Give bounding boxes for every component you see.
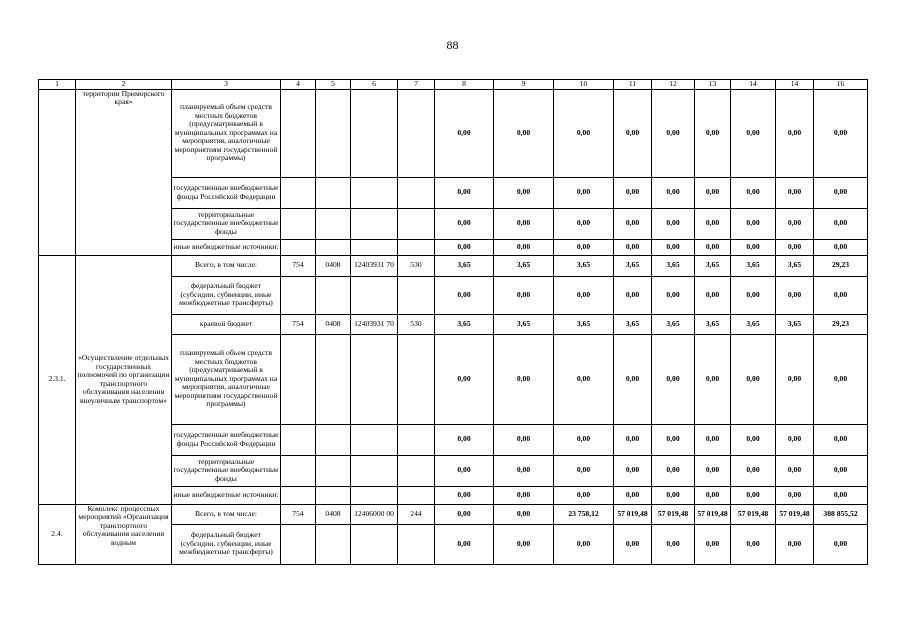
code-cell-c4 xyxy=(281,424,316,455)
value-cell: 3,65 xyxy=(554,255,614,276)
header-cell: 12 xyxy=(652,80,695,90)
value-cell: 0,00 xyxy=(814,239,868,255)
value-cell: 0,00 xyxy=(435,177,494,208)
header-cell: 13 xyxy=(695,80,731,90)
funding-source: государственные внебюджетные фонды Российской Федерации xyxy=(172,424,281,455)
code-cell-c5 xyxy=(316,239,351,255)
value-cell: 0,00 xyxy=(695,334,731,424)
value-cell: 3,65 xyxy=(776,255,814,276)
page-number: 88 xyxy=(446,38,459,52)
code-cell-c5: 0408 xyxy=(316,314,351,334)
value-cell: 0,00 xyxy=(435,455,494,486)
value-cell: 0,00 xyxy=(554,524,614,564)
value-cell: 0,00 xyxy=(731,89,776,177)
code-cell-c4: 754 xyxy=(281,504,316,524)
code-cell-c7 xyxy=(398,276,435,314)
value-cell: 0,00 xyxy=(554,334,614,424)
value-cell: 0,00 xyxy=(776,177,814,208)
value-cell: 0,00 xyxy=(695,177,731,208)
header-cell: 7 xyxy=(398,80,435,90)
value-cell: 29,23 xyxy=(814,255,868,276)
code-cell-c5: 0408 xyxy=(316,255,351,276)
section-name: «Осуществление отдельных государственных полномочий по организации транспортного обслуживания населения внеуличным транспортом» xyxy=(76,255,172,504)
funding-source: территориальные государственные внебюджетные фонды xyxy=(172,208,281,239)
value-cell: 0,00 xyxy=(695,208,731,239)
header-cell: 3 xyxy=(172,80,281,90)
code-cell-c5 xyxy=(316,486,351,504)
value-cell: 57 019,48 xyxy=(776,504,814,524)
header-cell: 11 xyxy=(614,80,652,90)
value-cell: 308 855,52 xyxy=(814,504,868,524)
code-cell-c5: 0408 xyxy=(316,504,351,524)
value-cell: 0,00 xyxy=(776,455,814,486)
code-cell-c4 xyxy=(281,334,316,424)
code-cell-c6 xyxy=(351,276,398,314)
value-cell: 0,00 xyxy=(614,424,652,455)
funding-source: федеральный бюджет (субсидии, субвенции, иные межбюджетные трансферты) xyxy=(172,276,281,314)
value-cell: 0,00 xyxy=(731,239,776,255)
value-cell: 0,00 xyxy=(652,177,695,208)
code-cell-c6 xyxy=(351,239,398,255)
value-cell: 3,65 xyxy=(494,255,554,276)
value-cell: 0,00 xyxy=(695,455,731,486)
header-cell: 14 xyxy=(731,80,776,90)
code-cell-c7 xyxy=(398,177,435,208)
value-cell: 0,00 xyxy=(652,239,695,255)
table-row xyxy=(39,89,868,177)
value-cell: 0,00 xyxy=(731,424,776,455)
header-row xyxy=(39,80,868,90)
table-row xyxy=(39,255,868,276)
value-cell: 0,00 xyxy=(554,276,614,314)
value-cell: 0,00 xyxy=(652,276,695,314)
code-cell-c6: 12406000 00 xyxy=(351,504,398,524)
header-cell: 2 xyxy=(76,80,172,90)
value-cell: 0,00 xyxy=(695,89,731,177)
code-cell-c7 xyxy=(398,524,435,564)
code-cell-c5 xyxy=(316,177,351,208)
value-cell: 0,00 xyxy=(652,89,695,177)
code-cell-c4 xyxy=(281,486,316,504)
funding-source: Всего, в том числе: xyxy=(172,255,281,276)
value-cell: 0,00 xyxy=(695,486,731,504)
header-cell: 1 xyxy=(39,80,76,90)
code-cell-c7 xyxy=(398,334,435,424)
value-cell: 0,00 xyxy=(494,455,554,486)
value-cell: 0,00 xyxy=(731,177,776,208)
value-cell: 0,00 xyxy=(435,208,494,239)
header-cell: 16 xyxy=(814,80,868,90)
table-row xyxy=(39,504,868,524)
value-cell: 3,65 xyxy=(494,314,554,334)
value-cell: 3,65 xyxy=(554,314,614,334)
value-cell: 3,65 xyxy=(614,255,652,276)
funding-source: государственные внебюджетные фонды Российской Федерации xyxy=(172,177,281,208)
value-cell: 0,00 xyxy=(731,486,776,504)
value-cell: 3,65 xyxy=(695,314,731,334)
value-cell: 0,00 xyxy=(652,455,695,486)
code-cell-c7: 530 xyxy=(398,255,435,276)
value-cell: 0,00 xyxy=(614,208,652,239)
value-cell: 0,00 xyxy=(435,524,494,564)
value-cell: 0,00 xyxy=(614,89,652,177)
value-cell: 0,00 xyxy=(435,89,494,177)
value-cell: 3,65 xyxy=(776,314,814,334)
code-cell-c6 xyxy=(351,424,398,455)
code-cell-c4: 754 xyxy=(281,255,316,276)
value-cell: 3,65 xyxy=(652,314,695,334)
value-cell: 0,00 xyxy=(814,177,868,208)
code-cell-c4 xyxy=(281,524,316,564)
value-cell: 0,00 xyxy=(695,424,731,455)
value-cell: 0,00 xyxy=(435,486,494,504)
value-cell: 0,00 xyxy=(814,424,868,455)
value-cell: 0,00 xyxy=(494,208,554,239)
header-cell: 14 xyxy=(776,80,814,90)
funding-source: Всего, в том числе: xyxy=(172,504,281,524)
code-cell-c5 xyxy=(316,208,351,239)
value-cell: 3,65 xyxy=(435,255,494,276)
funding-source: федеральный бюджет (субсидии, субвенции, иные межбюджетные трансферты) xyxy=(172,524,281,564)
code-cell-c7 xyxy=(398,455,435,486)
value-cell: 0,00 xyxy=(814,455,868,486)
value-cell: 0,00 xyxy=(435,504,494,524)
value-cell: 0,00 xyxy=(614,177,652,208)
value-cell: 0,00 xyxy=(731,276,776,314)
value-cell: 0,00 xyxy=(614,524,652,564)
value-cell: 0,00 xyxy=(494,424,554,455)
value-cell: 0,00 xyxy=(814,89,868,177)
budget-table xyxy=(38,79,868,565)
value-cell: 57 019,48 xyxy=(695,504,731,524)
value-cell: 29,23 xyxy=(814,314,868,334)
code-cell-c4 xyxy=(281,455,316,486)
value-cell: 0,00 xyxy=(435,239,494,255)
value-cell: 3,65 xyxy=(614,314,652,334)
code-cell-c6 xyxy=(351,455,398,486)
code-cell-c6: 12403931 70 xyxy=(351,255,398,276)
value-cell: 0,00 xyxy=(652,424,695,455)
value-cell: 0,00 xyxy=(435,276,494,314)
code-cell-c7 xyxy=(398,208,435,239)
funding-source: иные внебюджетные источники: xyxy=(172,486,281,504)
value-cell: 3,65 xyxy=(731,314,776,334)
value-cell: 0,00 xyxy=(731,334,776,424)
value-cell: 0,00 xyxy=(776,524,814,564)
value-cell: 0,00 xyxy=(554,424,614,455)
value-cell: 0,00 xyxy=(554,486,614,504)
code-cell-c5 xyxy=(316,276,351,314)
code-cell-c6 xyxy=(351,524,398,564)
value-cell: 0,00 xyxy=(554,89,614,177)
value-cell: 0,00 xyxy=(652,208,695,239)
value-cell: 0,00 xyxy=(494,334,554,424)
value-cell: 0,00 xyxy=(494,486,554,504)
code-cell-c5 xyxy=(316,524,351,564)
value-cell: 0,00 xyxy=(494,504,554,524)
value-cell: 0,00 xyxy=(776,334,814,424)
funding-source: планируемый объем средств местных бюджетов (предусматриваемый в муниципальных программах на мероприятия, аналогичные мероприятиям государственной программы) xyxy=(172,334,281,424)
value-cell: 0,00 xyxy=(695,239,731,255)
code-cell-c5 xyxy=(316,89,351,177)
code-cell-c6 xyxy=(351,177,398,208)
header-cell: 10 xyxy=(554,80,614,90)
funding-source: краевой бюджет xyxy=(172,314,281,334)
code-cell-c7: 530 xyxy=(398,314,435,334)
code-cell-c7 xyxy=(398,89,435,177)
value-cell: 0,00 xyxy=(494,89,554,177)
funding-source: территориальные государственные внебюджетные фонды xyxy=(172,455,281,486)
code-cell-c4 xyxy=(281,239,316,255)
code-cell-c4 xyxy=(281,276,316,314)
value-cell: 0,00 xyxy=(814,486,868,504)
value-cell: 0,00 xyxy=(554,239,614,255)
code-cell-c6 xyxy=(351,486,398,504)
value-cell: 0,00 xyxy=(731,455,776,486)
code-cell-c7 xyxy=(398,424,435,455)
value-cell: 23 758,12 xyxy=(554,504,614,524)
value-cell: 3,65 xyxy=(435,314,494,334)
value-cell: 0,00 xyxy=(652,524,695,564)
section-number xyxy=(39,89,76,255)
header-cell: 8 xyxy=(435,80,494,90)
header-cell: 9 xyxy=(494,80,554,90)
funding-source: иные внебюджетные источники: xyxy=(172,239,281,255)
value-cell: 0,00 xyxy=(731,208,776,239)
value-cell: 0,00 xyxy=(776,486,814,504)
code-cell-c6 xyxy=(351,208,398,239)
value-cell: 0,00 xyxy=(614,276,652,314)
value-cell: 57 019,48 xyxy=(731,504,776,524)
value-cell: 57 019,48 xyxy=(652,504,695,524)
header-cell: 6 xyxy=(351,80,398,90)
value-cell: 0,00 xyxy=(554,455,614,486)
value-cell: 0,00 xyxy=(814,334,868,424)
code-cell-c4 xyxy=(281,208,316,239)
value-cell: 0,00 xyxy=(614,455,652,486)
value-cell: 0,00 xyxy=(776,424,814,455)
value-cell: 0,00 xyxy=(695,276,731,314)
value-cell: 0,00 xyxy=(494,524,554,564)
value-cell: 0,00 xyxy=(814,524,868,564)
value-cell: 0,00 xyxy=(652,334,695,424)
section-number: 2.4. xyxy=(39,504,76,564)
code-cell-c6: 12403931 70 xyxy=(351,314,398,334)
value-cell: 0,00 xyxy=(776,208,814,239)
section-name: территории Приморского края» xyxy=(76,89,172,255)
code-cell-c6 xyxy=(351,334,398,424)
value-cell: 0,00 xyxy=(814,208,868,239)
value-cell: 57 019,48 xyxy=(614,504,652,524)
code-cell-c7 xyxy=(398,239,435,255)
code-cell-c4 xyxy=(281,177,316,208)
header-cell: 5 xyxy=(316,80,351,90)
value-cell: 0,00 xyxy=(652,486,695,504)
value-cell: 3,65 xyxy=(731,255,776,276)
code-cell-c5 xyxy=(316,424,351,455)
value-cell: 0,00 xyxy=(731,524,776,564)
value-cell: 0,00 xyxy=(776,239,814,255)
value-cell: 0,00 xyxy=(776,276,814,314)
value-cell: 0,00 xyxy=(494,177,554,208)
value-cell: 3,65 xyxy=(652,255,695,276)
value-cell: 0,00 xyxy=(494,239,554,255)
section-number: 2.3.1. xyxy=(39,255,76,504)
value-cell: 0,00 xyxy=(695,524,731,564)
value-cell: 0,00 xyxy=(614,239,652,255)
header-cell: 4 xyxy=(281,80,316,90)
value-cell: 0,00 xyxy=(554,177,614,208)
code-cell-c7 xyxy=(398,486,435,504)
value-cell: 0,00 xyxy=(494,276,554,314)
value-cell: 0,00 xyxy=(814,276,868,314)
code-cell-c6 xyxy=(351,89,398,177)
value-cell: 0,00 xyxy=(776,89,814,177)
code-cell-c5 xyxy=(316,334,351,424)
funding-source: планируемый объем средств местных бюджетов (предусматриваемый в муниципальных программах на мероприятия, аналогичные мероприятиям государственной программы) xyxy=(172,89,281,177)
code-cell-c7: 244 xyxy=(398,504,435,524)
section-name: Комплекс процессных мероприятий «Организация транспортного обслуживания населения водным xyxy=(76,504,172,564)
value-cell: 0,00 xyxy=(614,334,652,424)
code-cell-c5 xyxy=(316,455,351,486)
value-cell: 0,00 xyxy=(435,334,494,424)
value-cell: 3,65 xyxy=(695,255,731,276)
value-cell: 0,00 xyxy=(435,424,494,455)
value-cell: 0,00 xyxy=(554,208,614,239)
code-cell-c4: 754 xyxy=(281,314,316,334)
code-cell-c4 xyxy=(281,89,316,177)
value-cell: 0,00 xyxy=(614,486,652,504)
